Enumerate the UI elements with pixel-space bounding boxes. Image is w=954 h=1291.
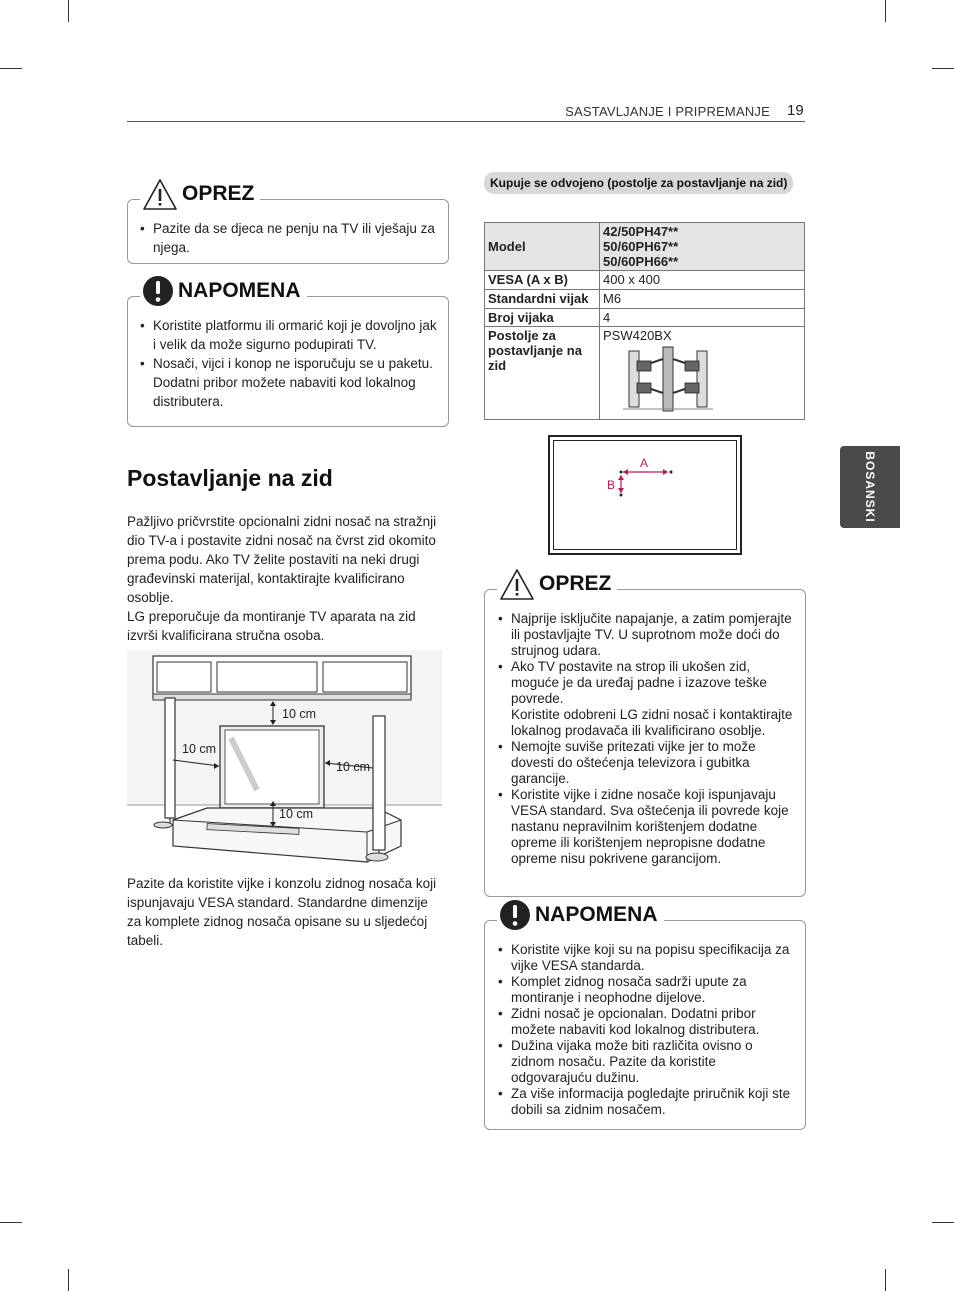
row-label: Standardni vijak <box>485 290 600 309</box>
caution-heading <box>497 566 617 602</box>
page-number: 19 <box>787 102 804 119</box>
model-label-text: Model <box>488 239 526 254</box>
list-item: • Koristite vijke i zidne nosače koji ispunjavaju VESA standard. Sva oštećenja ili povrede koje nastanu nepravilnim korištenjem dodatne opreme ili korištenjem nepropisne dodatne opreme nisu pokrivene garancijom. <box>496 787 796 867</box>
row-value: 400 x 400 <box>600 271 805 290</box>
vesa-diagram <box>548 435 742 555</box>
table-row <box>485 271 805 290</box>
list-item: • Koristite vijke koji su na popisu specifikacija za vijke VESA standarda. <box>496 942 796 974</box>
exclamation-circle-icon <box>499 899 531 931</box>
model-label <box>485 223 600 271</box>
outro-paragraph: Pazite da koristite vijke i konzolu zidnog nosača koji ispunjavaju VESA standard. Standardne dimenzije za komplete zidnog nosača opisane su u sljedećoj tabeli. <box>127 876 437 948</box>
list-item-text: Ako TV postavite na strop ili ukošen zid, moguće je da uređaj padne i izazove teške povrede. <box>511 659 767 706</box>
exclamation-circle-icon <box>142 275 174 307</box>
row-value: M6 <box>600 290 805 309</box>
note-box <box>127 296 449 427</box>
row-value: PSW420BX <box>603 328 672 343</box>
wall-mount-illustration <box>127 650 442 872</box>
vesa-a-label: A <box>640 456 649 470</box>
row-value-cell <box>600 327 805 420</box>
vesa-b-label: B <box>607 478 616 492</box>
note-title: NAPOMENA <box>535 903 658 926</box>
note-list <box>496 942 796 1118</box>
clearance-bottom-label: 10 cm <box>279 807 314 821</box>
language-tab-label: BOSANSKI <box>863 451 877 523</box>
crop-mark <box>68 1269 69 1291</box>
row-value: 4 <box>600 309 805 327</box>
intro-paragraph-2: LG preporučuje da montiranje TV aparata na zid izvrši kvalificirana stručna osoba. <box>127 609 416 643</box>
table-row <box>485 327 805 420</box>
vesa-spec-table <box>484 222 805 420</box>
list-item: • Dužina vijaka može biti različita ovisno o zidnom nosaču. Pazite da koristite odgovarajuću dužinu. <box>496 1038 796 1086</box>
crop-mark <box>932 68 954 69</box>
caution-list <box>138 219 438 257</box>
list-item: • Za više informacija pogledajte priručnik koji ste dobili sa zidnim nosačem. <box>496 1086 796 1118</box>
crop-mark <box>885 1269 886 1291</box>
warning-triangle-icon <box>142 178 178 211</box>
note-heading <box>140 273 307 309</box>
row-label: Postolje za postavljanje na zid <box>485 327 600 420</box>
header-section-title: SASTAVLJANJE I PRIPREMANJE <box>565 104 770 119</box>
list-item-text: Koristite odobreni LG zidni nosač i kontaktirajte lokalnog prodavača ili kvalificirano osoblje. <box>511 707 793 738</box>
row-label: Broj vijaka <box>485 309 600 327</box>
list-item: • Komplet zidnog nosača sadrži upute za montiranje i neophodne dijelove. <box>496 974 796 1006</box>
clearance-top-label: 10 cm <box>282 707 317 721</box>
list-item: • Nosači, vijci i konop ne isporučuju se u paketu. Dodatni pribor možete nabaviti kod lokalnog distributera. <box>138 354 438 411</box>
list-item: • Zidni nosač je opcionalan. Dodatni pribor možete nabaviti kod lokalnog distributera. <box>496 1006 796 1038</box>
clearance-left-label: 10 cm <box>182 742 217 756</box>
caution-heading <box>140 176 260 212</box>
note-heading <box>497 897 664 933</box>
intro-paragraph: Pažljivo pričvrstite opcionalni zidni nosač na stražnji dio TV-a i postavite zidni nosač na čvrst zid okomito prema podu. Ako TV želite postaviti na neki drugi građevinski materijal, kontaktirajte kvalificirano osoblje. <box>127 514 437 605</box>
wall-bracket-image <box>623 345 713 415</box>
crop-mark <box>0 1222 22 1223</box>
model-name: 50/60PH66** <box>603 254 679 269</box>
table-row <box>485 290 805 309</box>
caution-title: OPREZ <box>539 572 612 595</box>
vesa-hole-pattern <box>550 437 740 553</box>
header-rule <box>127 121 805 122</box>
table-row <box>485 223 805 271</box>
crop-mark <box>68 0 69 22</box>
crop-mark <box>0 68 22 69</box>
caution-list <box>496 611 796 867</box>
clearance-right-label: 10 cm <box>336 760 371 774</box>
note-title: NAPOMENA <box>178 279 301 302</box>
list-item <box>496 659 796 739</box>
note-box <box>484 920 806 1130</box>
list-item: • Pazite da se djeca ne penju na TV ili vješaju za njega. <box>138 219 438 257</box>
model-name: 42/50PH47** <box>603 224 679 239</box>
clearance-diagram <box>127 650 442 872</box>
note-list <box>138 316 438 411</box>
table-row <box>485 309 805 327</box>
list-item: • Najprije isključite napajanje, a zatim pomjerajte ili postavljajte TV. U suprotnom može doći do strujnog udara. <box>496 611 796 659</box>
crop-mark <box>885 0 886 22</box>
model-name: 50/60PH67** <box>603 239 679 254</box>
sold-separately-badge: Kupuje se odvojeno (postolje za postavljanje na zid) <box>484 172 793 194</box>
caution-box <box>484 589 806 897</box>
model-list <box>600 223 805 271</box>
warning-triangle-icon <box>499 568 535 601</box>
language-tab <box>840 446 900 528</box>
crop-mark <box>932 1222 954 1223</box>
caution-title: OPREZ <box>182 182 255 205</box>
section-heading: Postavljanje na zid <box>127 465 333 491</box>
row-label: VESA (A x B) <box>485 271 600 290</box>
list-item: • Koristite platformu ili ormarić koji je dovoljno jak i velik da može sigurno podupirati TV. <box>138 316 438 354</box>
list-item: • Nemojte suviše pritezati vijke jer to može dovesti do oštećenja televizora i gubitka garancije. <box>496 739 796 787</box>
